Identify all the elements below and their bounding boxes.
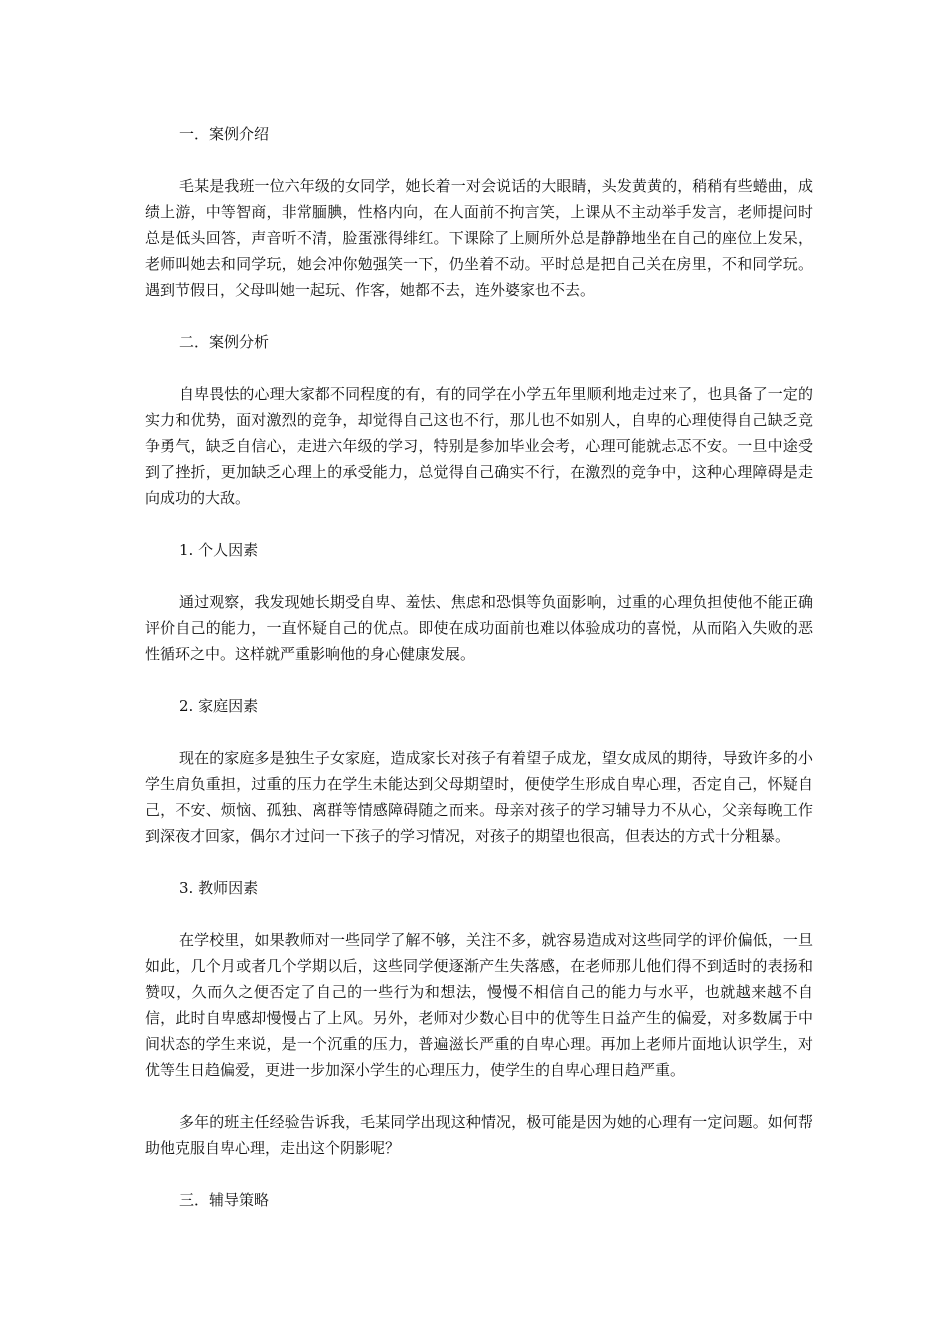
spacer: [145, 511, 813, 537]
subheading-teacher-factors: 3. 教师因素: [179, 879, 259, 897]
spacer: [145, 303, 813, 329]
subheading-personal-factors: 1. 个人因素: [179, 541, 259, 559]
paragraph-summary: 多年的班主任经验告诉我，毛某同学出现这种情况，极可能是因为她的心理有一定问题。如何帮助他克服自卑心理，走出这个阴影呢？: [145, 1113, 813, 1157]
spacer: [145, 563, 813, 589]
subheading-family-factors: 2. 家庭因素: [179, 697, 259, 715]
spacer: [145, 1083, 813, 1109]
document-body: [145, 121, 813, 1213]
paragraph-case-analysis: 自卑畏怯的心理大家都不同程度的有，有的同学在小学五年里顺利地走过来了，也具备了一定的实力和优势，面对激烈的竞争，却觉得自己这也不行，那儿也不如别人，自卑的心理使得自己缺乏竞争勇气，缺乏自信心，走进六年级的学习，特别是参加毕业会考，心理可能就忐忑不安。一旦中途受到了挫折，更加缺乏心理上的承受能力，总觉得自己确实不行，在激烈的竞争中，这种心理障碍是走向成功的大敌。: [145, 385, 813, 507]
section-heading-case-analysis: 二．案例分析: [179, 333, 270, 351]
spacer: [145, 147, 813, 173]
spacer: [145, 719, 813, 745]
paragraph-personal-factors: 通过观察，我发现她长期受自卑、羞怯、焦虑和恐惧等负面影响，过重的心理负担使他不能正确评价自己的能力，一直怀疑自己的优点。即使在成功面前也难以体验成功的喜悦，从而陷入失败的恶性循环之中。这样就严重影响他的身心健康发展。: [145, 593, 813, 663]
section-heading-counseling-strategy: 三．辅导策略: [179, 1191, 270, 1209]
spacer: [145, 667, 813, 693]
section-heading-case-intro: 一．案例介绍: [179, 125, 270, 143]
paragraph-teacher-factors: 在学校里，如果教师对一些同学了解不够，关注不多，就容易造成对这些同学的评价偏低，一旦如此，几个月或者几个学期以后，这些同学便逐渐产生失落感，在老师那儿他们得不到适时的表扬和赞叹，久而久之便否定了自己的一些行为和想法，慢慢不相信自己的能力与水平，也就越来越不自信，此时自卑感却慢慢占了上风。另外，老师对少数心目中的优等生日益产生的偏爱，对多数属于中间状态的学生来说，是一个沉重的压力，普遍滋长严重的自卑心理。再加上老师片面地认识学生，对优等生日趋偏爱，更进一步加深小学生的心理压力，使学生的自卑心理日趋严重。: [145, 931, 813, 1079]
paragraph-case-intro: 毛某是我班一位六年级的女同学，她长着一对会说话的大眼睛，头发黄黄的，稍稍有些蜷曲，成绩上游，中等智商，非常腼腆，性格内向，在人面前不拘言笑，上课从不主动举手发言，老师提问时总是低头回答，声音听不清，脸蛋涨得绯红。下课除了上厕所外总是静静地坐在自己的座位上发呆，老师叫她去和同学玩，她会冲你勉强笑一下，仍坐着不动。平时总是把自己关在房里，不和同学玩。遇到节假日，父母叫她一起玩、作客，她都不去，连外婆家也不去。: [145, 177, 813, 299]
spacer: [145, 1161, 813, 1187]
spacer: [145, 901, 813, 927]
spacer: [145, 849, 813, 875]
paragraph-family-factors: 现在的家庭多是独生子女家庭，造成家长对孩子有着望子成龙，望女成凤的期待，导致许多的小学生肩负重担，过重的压力在学生未能达到父母期望时，便使学生形成自卑心理，否定自己，怀疑自己，不安、烦恼、孤独、离群等情感障碍随之而来。母亲对孩子的学习辅导力不从心，父亲每晚工作到深夜才回家，偶尔才过问一下孩子的学习情况，对孩子的期望也很高，但表达的方式十分粗暴。: [145, 749, 813, 845]
spacer: [145, 355, 813, 381]
